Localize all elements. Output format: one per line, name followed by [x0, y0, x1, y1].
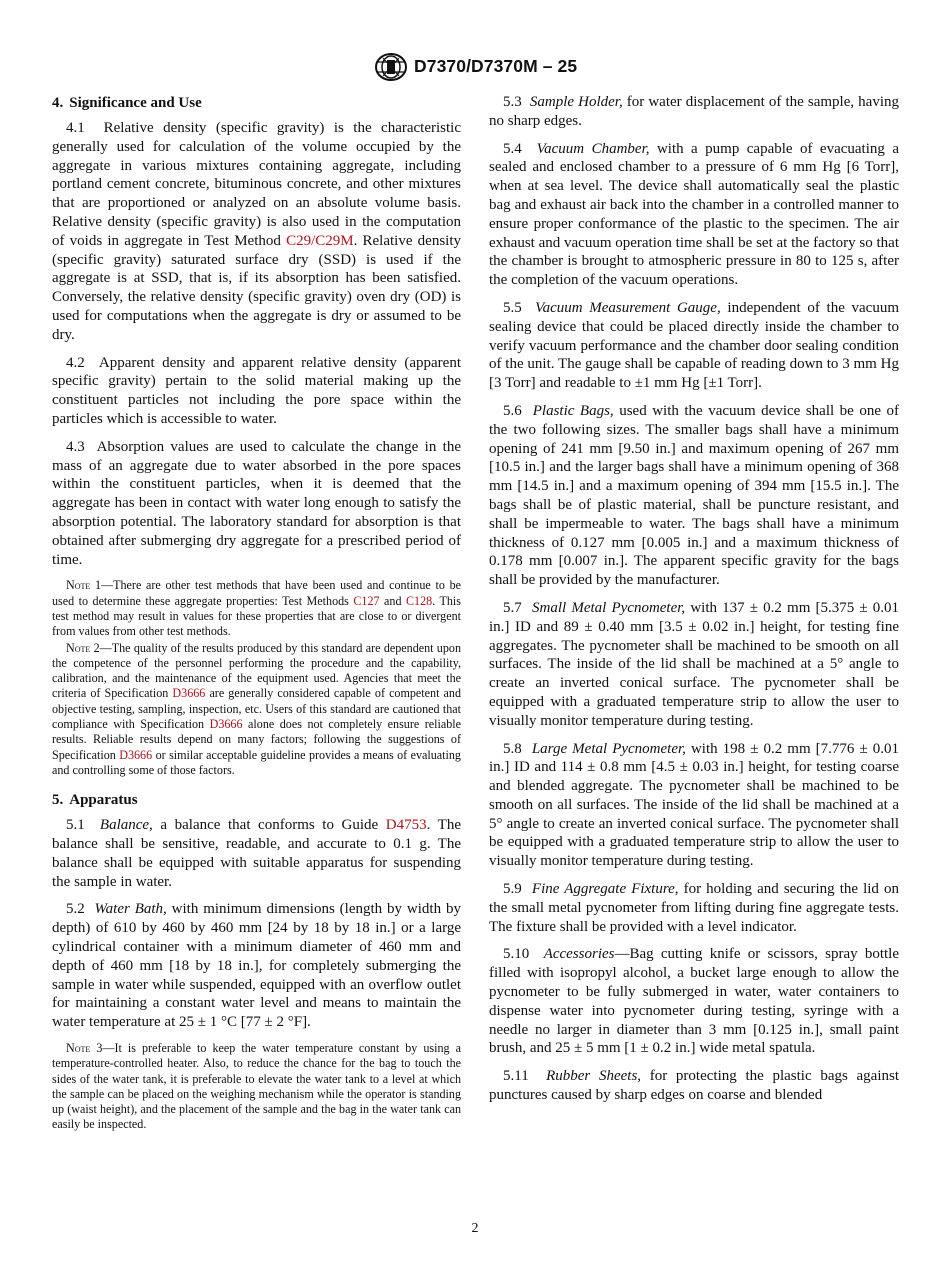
paragraph-5-2: 5.2 Water Bath, with minimum dimensions (length by width by depth) of 610 by 460 by 460 mm [24 by 18 by 18 in.] or a large cylindrical container with a minimum diameter of 460 mm and depth of 460 mm [18 by 18 in.], for completely submerging the sample in water while suspended, equipped with an overflow outlet for maintaining a constant water level and means to maintain the water temperature at 25 ± 1 °C [77 ± 2 °F]. — [52, 901, 461, 1031]
ref-d3666[interactable]: D3666 — [209, 717, 243, 731]
paragraph-4-3: 4.3 Absorption values are used to calculate the change in the mass of an aggregate due to water absorbed in the pore spaces within the constituent particles, when it is deemed that the aggregate has been in contact with water long enough to satisfy the absorption potential. The laboratory standard for absorption is that obtained after submerging dry aggregate for a prescribed period of time. — [52, 438, 461, 568]
paragraph-5-3: 5.3 Sample Holder, for water displacement of the sample, having no sharp edges. — [489, 94, 899, 129]
ref-d3666[interactable]: D3666 — [172, 686, 206, 701]
ref-c29[interactable]: C29/C29M — [286, 232, 354, 249]
paragraph-4-1: 4.1 Relative density (specific gravity) is the characteristic generally used for calculation of the volume occupied by the aggregate in various mixtures containing aggregate, including portland cement concrete, bituminous concrete, and other mixtures that are proportioned or analyzed on an absolute volume basis. Relative density (specific gravity) is also used in the computation of voids in aggregate in Test Method C29/C29M. Relative density (specific gravity) saturated surface dry (SSD) is used if the aggregate is at SSD, that is, if its absorption has been satisfied. Conversely, the relative density (specific gravity) oven dry (OD) is used for computations when the aggregate is dry or assumed to be dry. — [52, 120, 462, 343]
left-column — [52, 93, 461, 1134]
section-4-heading: 4. Significance and Use — [52, 95, 202, 111]
document-designation: D7370/D7370M – 25 — [414, 56, 578, 76]
paragraph-5-7: 5.7 Small Metal Pycnometer, with 137 ± 0.2 mm [5.375 ± 0.01 in.] ID and 89 ± 0.40 mm [3.5 ± 0.02 in.] height, for testing fine aggregates. The pycnometer shall be machined to be smooth on all surfaces. The inside of the lid shall be machined at a 5° angle to create an inverted conical surface. The pycnometer shall be equipped with a graduated temperature strip to allow the user to visually monitor temperature during testing. — [489, 599, 900, 729]
ref-c128[interactable]: C128 — [405, 593, 433, 608]
paragraph-5-11: 5.11 Rubber Sheets, for protecting the plastic bags against punctures caused by sharp edges on coarse and blended — [489, 1068, 900, 1104]
paragraph-4-2: 4.2 Apparent density and apparent relative density (apparent specific gravity) pertain to the solid material making up the constituent particles not including the pore space within the particles which is accessible to water. — [52, 354, 461, 427]
paragraph-5-4: 5.4 Vacuum Chamber, with a pump capable of evacuating a sealed and enclosed chamber to a pressure of 6 mm Hg [6 Torr], when at sea level. The device shall automatically seal the plastic bag and exhaust air back into the chamber in a controlled manner to ensure proper conformance of the plastic to the specimen. The air exhaust and vacuum operation time shall be set at the factory so that the chamber is brought to atmospheric pressure in 80 to 125 s, after the completion of the vacuum operations. — [489, 140, 899, 289]
note-1: Note 1—There are other test methods that have been used and continue to be used to determine these aggregate properties: Test Methods C127 and C128. This test method may result in values for these properties that are close to or divergent from values from other test methods. — [52, 578, 461, 639]
section-5-heading: 5. Apparatus — [52, 792, 138, 809]
ref-d4753[interactable]: D4753 — [385, 817, 427, 834]
ref-d3666[interactable]: D3666 — [119, 747, 153, 762]
paragraph-5-8: 5.8 Large Metal Pycnometer, with 198 ± 0.2 mm [7.776 ± 0.01 in.] ID and 114 ± 0.8 mm [4.5 ± 0.03 in.] height, for testing coarse and blended aggregate. The pycnometer shall be machined to be smooth on all surfaces. The inside of the lid shall be machined at a 5° angle to create an inverted conical surface. The pycnometer shall be equipped with a graduated temperature strip to allow the user to visually monitor temperature during testing. — [489, 740, 899, 870]
astm-logo-icon — [374, 52, 408, 82]
ref-c127[interactable]: C127 — [353, 593, 380, 608]
paragraph-5-9: 5.9 Fine Aggregate Fixture, for holding and securing the lid on the small metal pycnometer from lifting during fine aggregate tests. The fixture shall be provided with a level indicator. — [489, 881, 900, 935]
paragraph-5-6: 5.6 Plastic Bags, used with the vacuum device shall be one of the two following sizes. The smaller bags shall have a minimum opening of 241 mm [9.50 in.] and maximum opening of 267 mm [10.5 in.] and the larger bags shall have a minimum opening of 368 mm [14.5 in.] and a maximum opening of 394 mm [15.5 in.]. The bags shall be of plastic material, shall be puncture resistant, and shall be impermeable to water. The bags shall have a minimum thickness of 0.127 mm [0.005 in.] and a maximum thickness of 0.178 mm [0.007 in.]. The apparent specific gravity for the bags shall be provided by the manufacturer. — [489, 402, 899, 589]
paragraph-5-5: 5.5 Vacuum Measurement Gauge, independent of the vacuum sealing device that could be placed directly inside the chamber to verify vacuum performance and the chamber door sealing condition of the unit. The gauge shall be capable of reading down to 3 mm Hg [3 Torr] and readable to ±1 mm Hg [±1 Torr]. — [489, 299, 899, 392]
right-column — [489, 93, 899, 1114]
page-number: 2 — [471, 1221, 479, 1236]
page-header — [0, 52, 950, 82]
note-2: Note 2—The quality of the results produced by this standard are dependent upon the competence of the personnel performing the procedure and the capability, calibration, and the maintenance of the equipment used. Agencies that meet the criteria of Specification D3666 are generally considered capable of competent and objective testing, sampling, inspection, etc. Users of this standard are cautioned that compliance with Specification D3666 alone does not completely ensure reliable results. Reliable results depend on many factors; following the suggestions of Specification D3666 or similar acceptable guideline provides a means of evaluating and controlling some of those factors. — [52, 640, 461, 777]
note-3: Note 3—It is preferable to keep the water temperature constant by using a temperature-controlled heater. Also, to reduce the chance for the bag to touch the sides of the water tank, it is preferable to elevate the water tank to a level at which the sample can be placed on the weighing mechanism while the operator is standing up (waist height), and the placement of the sample and the bag in the water tank can easily be inspected. — [52, 1040, 461, 1132]
paragraph-5-1: 5.1 Balance, a balance that conforms to Guide D4753. The balance shall be sensitive, readable, and accurate to 0.1 g. The balance shall be equipped with suitable apparatus for suspending the sample in water. — [52, 817, 461, 890]
paragraph-5-10: 5.10 Accessories—Bag cutting knife or scissors, spray bottle filled with isopropyl alcohol, a bucket large enough to allow the pycnometer to be fully submerged in water, water containers to dispense water into pycnometer during testing, syringe with a needle no larger in diameter than 3 mm [0.125 in.], small paint brush, and 25 ± 5 mm [1 ± 0.2 in.] wide metal spatula. — [489, 946, 899, 1057]
